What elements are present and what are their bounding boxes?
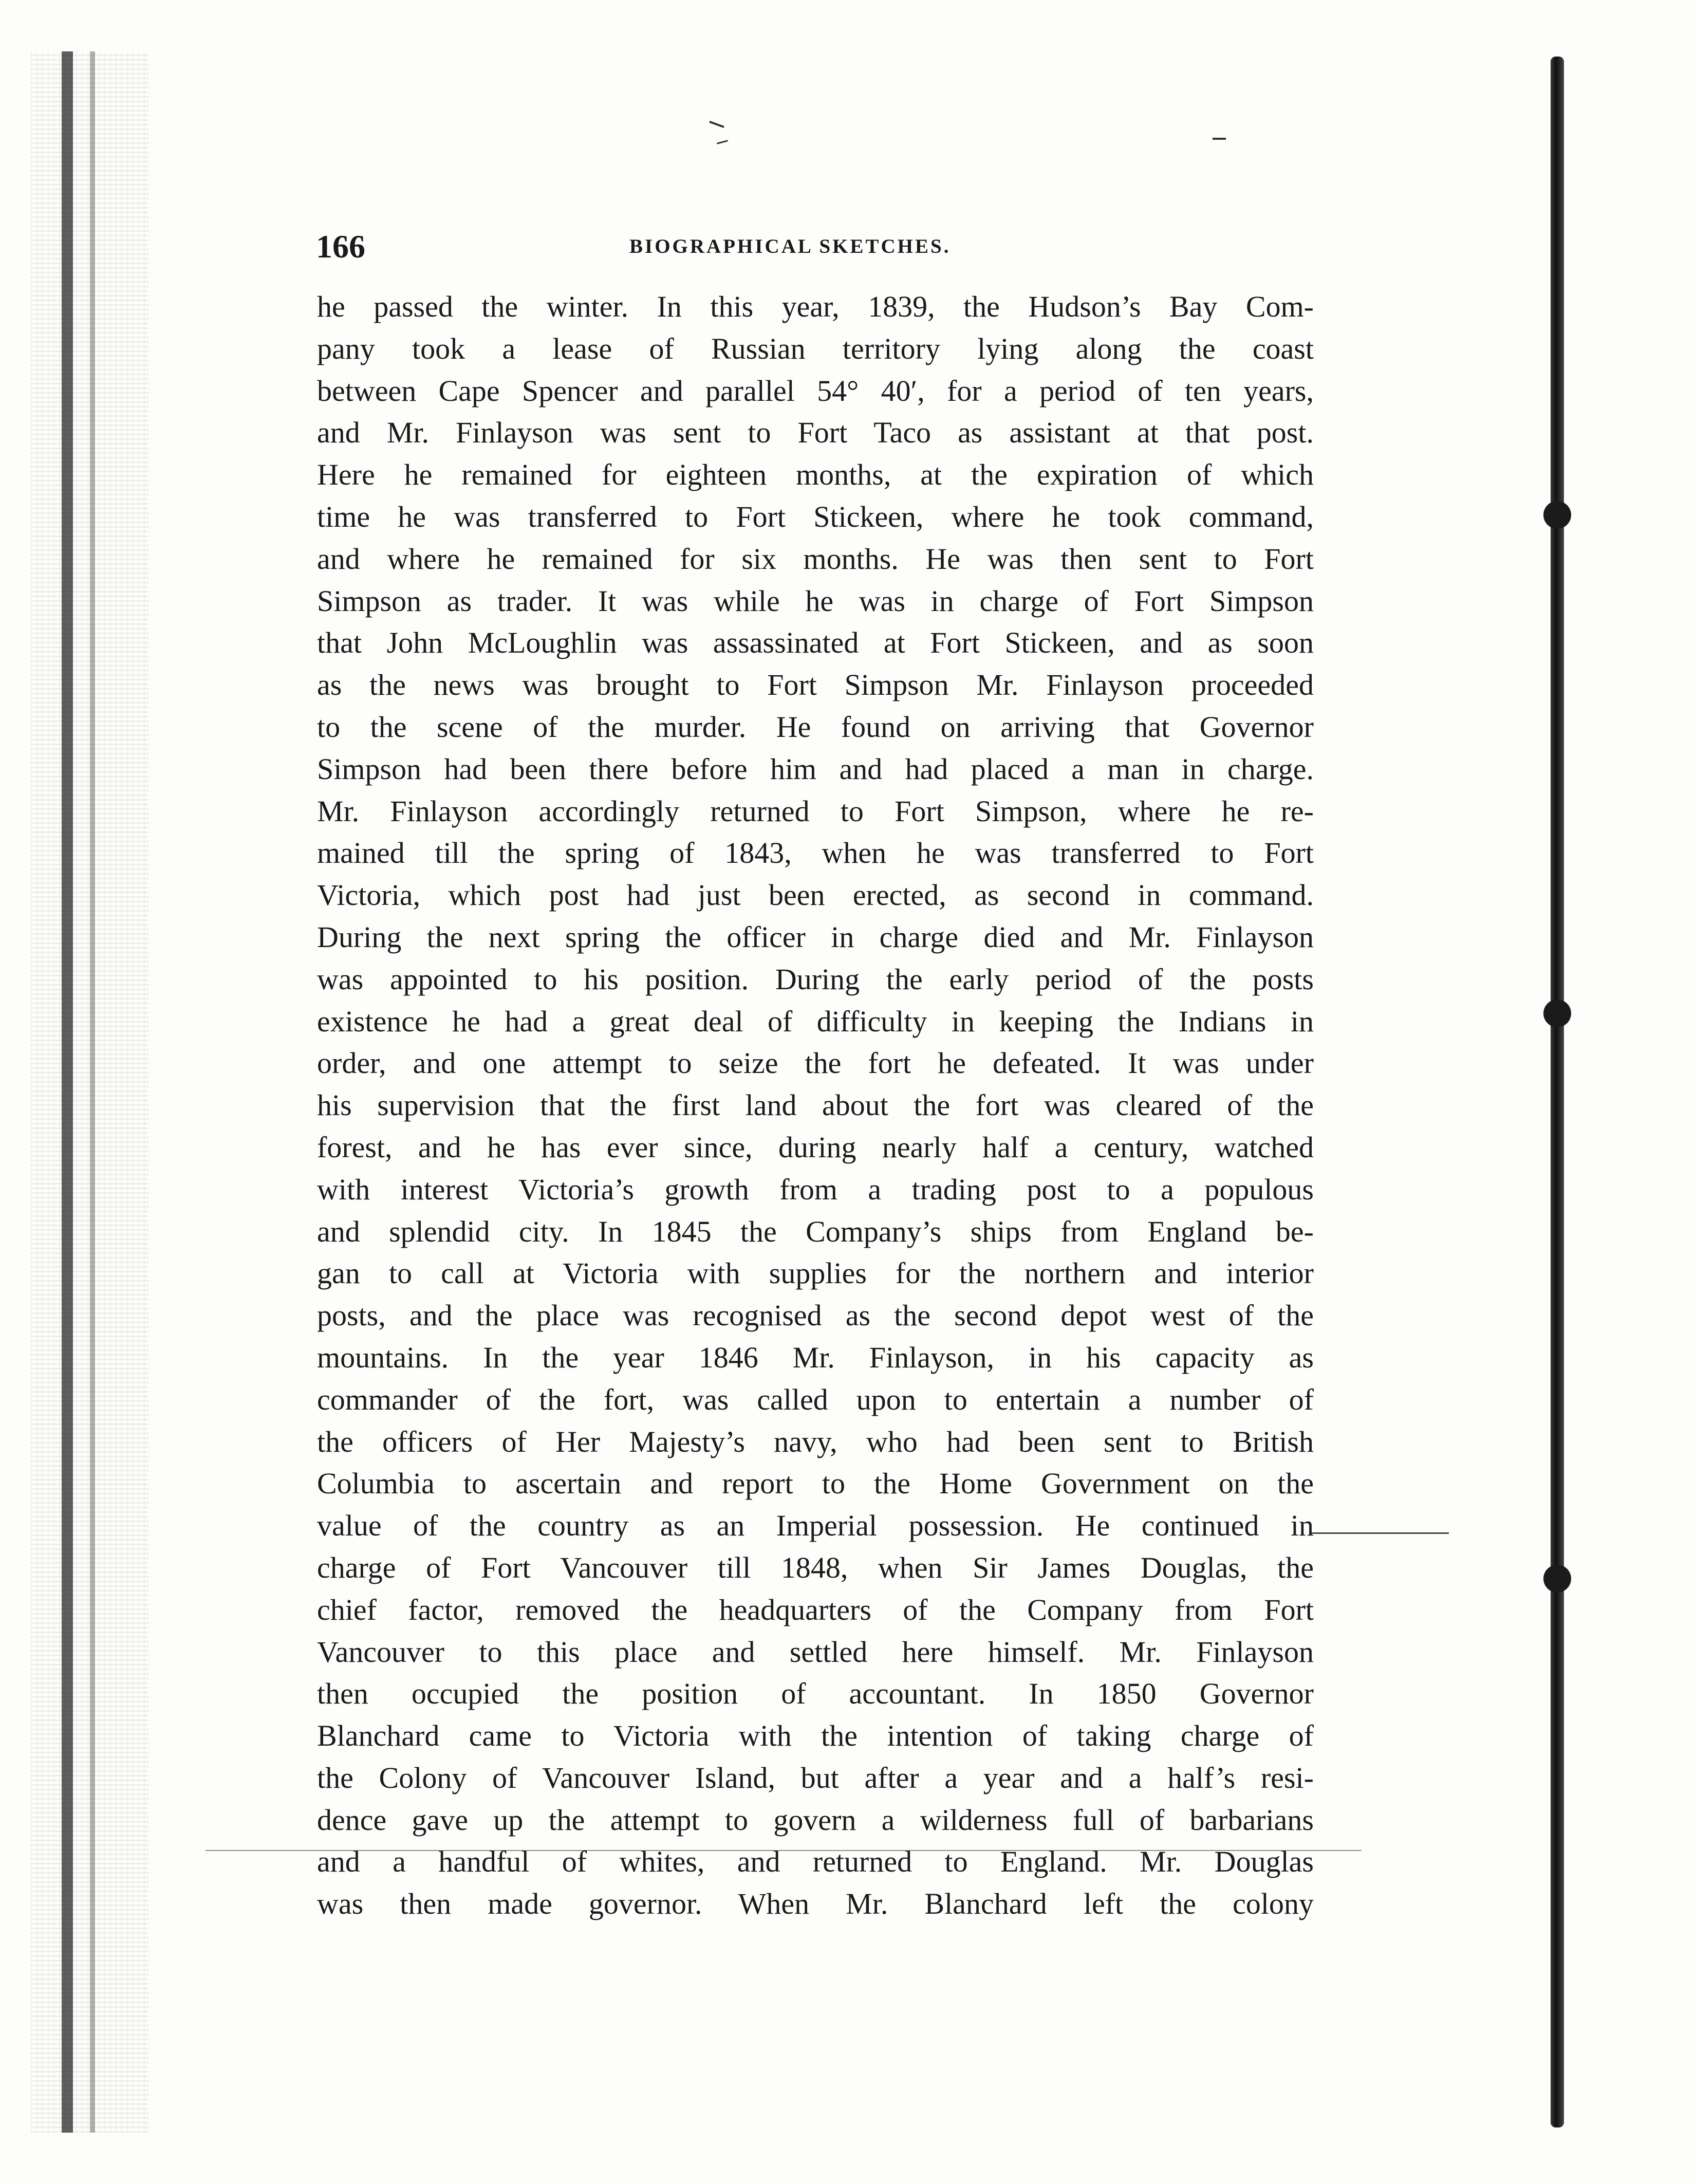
text-line: and where he remained for six months. He was then sent to Fort: [317, 542, 1314, 576]
text-line: time he was transferred to Fort Stickeen, where he took command,: [317, 499, 1314, 533]
text-line: and splendid city. In 1845 the Company’s ships from England be-: [317, 1214, 1314, 1248]
text-line: as the news was brought to Fort Simpson Mr. Finlayson proceeded: [317, 668, 1314, 702]
text-line: and a handful of whites, and returned to England. Mr. Douglas: [317, 1845, 1314, 1879]
text-line: charge of Fort Vancouver till 1848, when Sir James Douglas, the: [317, 1550, 1314, 1584]
margin-rule: [1310, 1532, 1449, 1534]
text-line: forest, and he has ever since, during nearly half a century, watched: [317, 1130, 1314, 1164]
binding-rod: [1551, 57, 1564, 2127]
text-line: mained till the spring of 1843, when he was transferred to Fort: [317, 836, 1314, 870]
text-line: During the next spring the officer in charge died and Mr. Finlayson: [317, 920, 1314, 954]
text-line: his supervision that the first land about the fort was cleared of the: [317, 1088, 1314, 1122]
text-line: posts, and the place was recognised as the second depot west of the: [317, 1299, 1314, 1332]
text-line: order, and one attempt to seize the fort he defeated. It was under: [317, 1046, 1314, 1080]
text-line: the Colony of Vancouver Island, but after a year and a half’s resi-: [317, 1761, 1314, 1794]
text-line: dence gave up the attempt to govern a wilderness full of barbarians: [317, 1803, 1314, 1837]
text-line: the officers of Her Majesty’s navy, who had been sent to British: [317, 1424, 1314, 1458]
text-line: existence he had a great deal of difficulty in keeping the Indians in: [317, 1004, 1314, 1038]
text-line: Columbia to ascertain and report to the Home Government on the: [317, 1467, 1314, 1501]
page-number: 166: [316, 228, 365, 265]
text-line: was then made governor. When Mr. Blanchard left the colony: [317, 1887, 1314, 1921]
body-text: [317, 286, 1314, 1925]
text-line: he passed the winter. In this year, 1839, the Hudson’s Bay Com-: [317, 290, 1314, 323]
text-line: that John McLoughlin was assassinated at Fort Stickeen, and as soon: [317, 626, 1314, 660]
text-line: Mr. Finlayson accordingly returned to Fort Simpson, where he re-: [317, 794, 1314, 828]
running-head: BIOGRAPHICAL SKETCHES.: [629, 235, 951, 257]
text-line: Simpson as trader. It was while he was in charge of Fort Simpson: [317, 584, 1314, 618]
text-line: commander of the fort, was called upon to entertain a number of: [317, 1382, 1314, 1416]
text-line: between Cape Spencer and parallel 54° 40′, for a period of ten years,: [317, 374, 1314, 408]
scan-edge-shadow-secondary: [90, 51, 95, 2133]
text-line: gan to call at Victoria with supplies for the northern and interior: [317, 1256, 1314, 1290]
text-line: and Mr. Finlayson was sent to Fort Taco as assistant at that post.: [317, 416, 1314, 450]
binding-knot: [1543, 1565, 1571, 1593]
scan-speck: [709, 121, 724, 128]
text-line: value of the country as an Imperial possession. He continued in: [317, 1509, 1314, 1543]
binding-knot: [1543, 1000, 1571, 1027]
text-line: then occupied the position of accountant. In 1850 Governor: [317, 1677, 1314, 1711]
page-header: [316, 226, 1035, 267]
text-line: Victoria, which post had just been erected, as second in command.: [317, 878, 1314, 912]
text-line: Vancouver to this place and settled here himself. Mr. Finlayson: [317, 1635, 1314, 1669]
text-line: Here he remained for eighteen months, at the expiration of which: [317, 458, 1314, 492]
binding-knot: [1543, 501, 1571, 529]
text-line: was appointed to his position. During the early period of the posts: [317, 962, 1314, 996]
text-line: pany took a lease of Russian territory lying along the coast: [317, 331, 1314, 365]
text-line: Blanchard came to Victoria with the intention of taking charge of: [317, 1719, 1314, 1753]
text-line: chief factor, removed the headquarters of the Company from Fort: [317, 1593, 1314, 1626]
text-line: mountains. In the year 1846 Mr. Finlayson, in his capacity as: [317, 1340, 1314, 1374]
text-line: with interest Victoria’s growth from a trading post to a populous: [317, 1172, 1314, 1206]
scan-speck: [1213, 138, 1226, 140]
text-line: Simpson had been there before him and had placed a man in charge.: [317, 752, 1314, 786]
scan-speck: [717, 140, 728, 144]
text-line: to the scene of the murder. He found on arriving that Governor: [317, 710, 1314, 744]
scan-edge-shadow: [62, 51, 73, 2133]
